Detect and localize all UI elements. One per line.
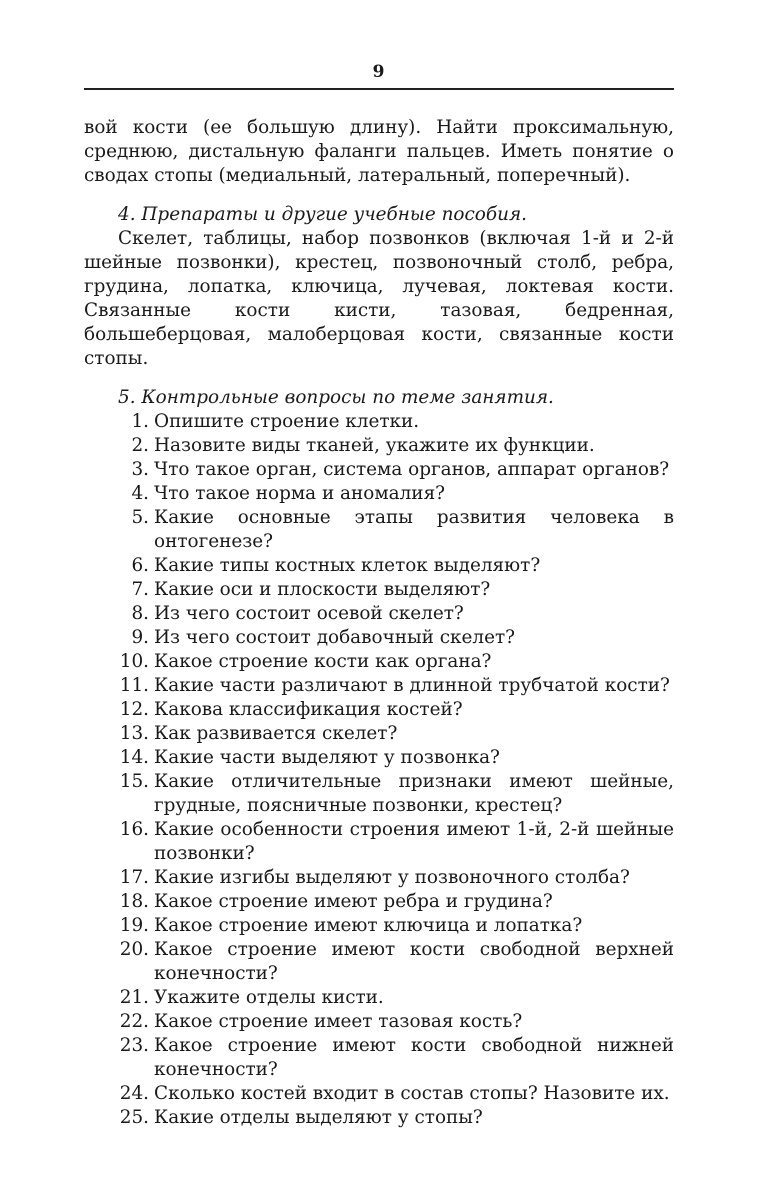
question-item	[84, 722, 674, 746]
question-text: Какие части различают в длинной трубчатой кости?	[154, 675, 670, 696]
question-item	[84, 770, 674, 818]
question-item	[84, 1034, 674, 1082]
question-item	[84, 914, 674, 938]
question-number: 6.	[131, 555, 149, 576]
question-text: Какое строение кости как органа?	[154, 651, 492, 672]
question-text: Какие типы костных клеток выделяют?	[154, 555, 541, 576]
question-text: Опишите строение клетки.	[154, 411, 420, 432]
question-item	[84, 866, 674, 890]
question-text: Какие отличительные признаки имеют шейные, грудные, поясничные позвонки, крестец?	[154, 771, 674, 816]
question-number: 4.	[131, 483, 149, 504]
question-number: 13.	[119, 723, 149, 744]
question-text: Какое строение имеют ключица и лопатка?	[154, 915, 583, 936]
question-text: Что такое норма и аномалия?	[154, 483, 446, 504]
question-text: Назовите виды тканей, укажите их функции.	[154, 435, 595, 456]
question-number: 8.	[131, 603, 149, 624]
question-text: Какие части выделяют у позвонка?	[154, 747, 500, 768]
question-item	[84, 986, 674, 1010]
question-text: Сколько костей входит в состав стопы? Назовите их.	[154, 1083, 670, 1104]
section-5-heading: 5. Контрольные вопросы по теме занятия.	[118, 387, 554, 408]
question-item	[84, 650, 674, 674]
question-number: 1.	[131, 411, 149, 432]
question-text: Укажите отделы кисти.	[154, 987, 384, 1008]
question-number: 12.	[119, 699, 149, 720]
question-item	[84, 458, 674, 482]
page-content	[84, 116, 674, 1130]
question-item	[84, 578, 674, 602]
question-number: 16.	[119, 819, 149, 840]
question-item	[84, 1106, 674, 1130]
section-4-body: Скелет, таблицы, набор позвонков (включая 1-й и 2-й шейные позвонки), крестец, позвоночный столб, ребра, грудина, лопатка, ключица, лучевая, локтевая кости. Связанные кости кисти, тазовая, бедренная, большеберцовая, малоберцовая кости, связанные кости стопы.	[84, 228, 674, 369]
section-4-heading: 4. Препараты и другие учебные пособия.	[118, 204, 527, 225]
question-item	[84, 746, 674, 770]
question-text: Из чего состоит добавочный скелет?	[154, 627, 515, 648]
question-text: Какие отделы выделяют у стопы?	[154, 1107, 483, 1128]
question-text: Какова классификация костей?	[154, 699, 463, 720]
intro-paragraph: вой кости (ее большую длину). Найти проксимальную, среднюю, дистальную фаланги пальцев. Иметь понятие о сводах стопы (медиальный, латеральный, поперечный).	[84, 117, 674, 186]
question-item	[84, 482, 674, 506]
question-number: 14.	[119, 747, 149, 768]
question-text: Какие оси и плоскости выделяют?	[154, 579, 491, 600]
question-item	[84, 554, 674, 578]
question-text: Какие основные этапы развития человека в онтогенезе?	[154, 507, 674, 552]
question-number: 18.	[119, 891, 149, 912]
questions-list	[84, 410, 674, 1130]
question-number: 5.	[131, 507, 149, 528]
question-number: 21.	[119, 987, 149, 1008]
question-item	[84, 818, 674, 866]
question-item	[84, 938, 674, 986]
page-number: 9	[372, 62, 385, 82]
question-number: 25.	[119, 1107, 149, 1128]
question-number: 10.	[119, 651, 149, 672]
question-item	[84, 674, 674, 698]
question-text: Какие особенности строения имеют 1-й, 2-й шейные позвонки?	[154, 819, 674, 864]
question-item	[84, 434, 674, 458]
question-number: 15.	[119, 771, 149, 792]
question-number: 9.	[131, 627, 149, 648]
question-number: 19.	[119, 915, 149, 936]
question-number: 23.	[119, 1035, 149, 1056]
question-text: Какое строение имеют кости свободной нижней конечности?	[154, 1035, 674, 1080]
question-text: Какое строение имеют ребра и грудина?	[154, 891, 553, 912]
question-item	[84, 626, 674, 650]
question-item	[84, 1082, 674, 1106]
question-text: Какие изгибы выделяют у позвоночного столба?	[154, 867, 630, 888]
question-number: 11.	[119, 675, 149, 696]
question-item	[84, 602, 674, 626]
question-item	[84, 1010, 674, 1034]
header-rule	[84, 88, 674, 90]
question-number: 7.	[131, 579, 149, 600]
question-number: 3.	[131, 459, 149, 480]
question-number: 17.	[119, 867, 149, 888]
question-item	[84, 890, 674, 914]
question-number: 22.	[119, 1011, 149, 1032]
question-item	[84, 410, 674, 434]
question-text: Какое строение имеют кости свободной верхней конечности?	[154, 939, 674, 984]
question-item	[84, 506, 674, 554]
question-text: Что такое орган, система органов, аппарат органов?	[154, 459, 670, 480]
question-text: Какое строение имеет тазовая кость?	[154, 1011, 523, 1032]
question-item	[84, 698, 674, 722]
question-text: Как развивается скелет?	[154, 723, 398, 744]
question-number: 2.	[131, 435, 149, 456]
question-number: 24.	[119, 1083, 149, 1104]
question-number: 20.	[119, 939, 149, 960]
question-text: Из чего состоит осевой скелет?	[154, 603, 464, 624]
